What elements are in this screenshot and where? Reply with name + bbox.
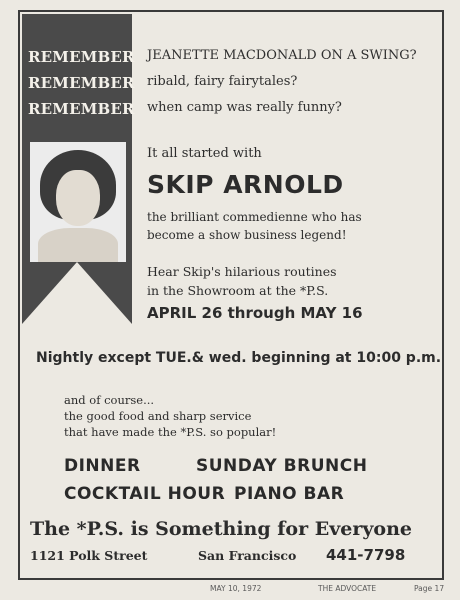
performer-portrait: [30, 142, 126, 262]
question-1: JEANETTE MACDONALD ON A SWING?: [147, 48, 417, 63]
service-piano-bar: PIANO BAR: [234, 484, 345, 504]
question-2: ribald, fairy fairytales?: [147, 74, 298, 89]
footer-date: MAY 10, 1972: [210, 584, 262, 593]
footer-page: Page 17: [414, 584, 445, 593]
service-dinner: DINNER: [64, 456, 141, 476]
schedule-text: Nightly except TUE.& wed. beginning at 10:00 p.m.: [36, 350, 442, 366]
description-line-1: the brilliant commedienne who has: [147, 210, 362, 224]
showroom-line-2: in the Showroom at the *P.S.: [147, 283, 329, 298]
service-sunday-brunch: SUNDAY BRUNCH: [196, 456, 368, 476]
portrait-shoulders: [38, 228, 118, 262]
headliner-name: SKIP ARNOLD: [147, 170, 344, 199]
street-address: 1121 Polk Street: [30, 548, 148, 563]
tagline: The *P.S. is Something for Everyone: [30, 518, 412, 540]
footer-publication: THE ADVOCATE: [318, 584, 377, 593]
remember-label-3: REMEMBER: [28, 100, 135, 118]
remember-label-2: REMEMBER: [28, 74, 135, 92]
question-3: when camp was really funny?: [147, 100, 342, 115]
description-line-2: become a show business legend!: [147, 228, 347, 242]
show-dates: APRIL 26 through MAY 16: [147, 304, 363, 322]
extras-line-2: the good food and sharp service: [64, 409, 252, 423]
banner-notch: [22, 262, 132, 324]
extras-line-3: that have made the *P.S. so popular!: [64, 425, 277, 439]
intro-text: It all started with: [147, 146, 262, 161]
portrait-face: [56, 170, 100, 226]
showroom-line-1: Hear Skip's hilarious routines: [147, 264, 337, 279]
service-cocktail-hour: COCKTAIL HOUR: [64, 484, 226, 504]
extras-line-1: and of course...: [64, 393, 155, 407]
city-name: San Francisco: [198, 548, 297, 563]
phone-number: 441-7798: [326, 546, 406, 564]
remember-label-1: REMEMBER: [28, 48, 135, 66]
